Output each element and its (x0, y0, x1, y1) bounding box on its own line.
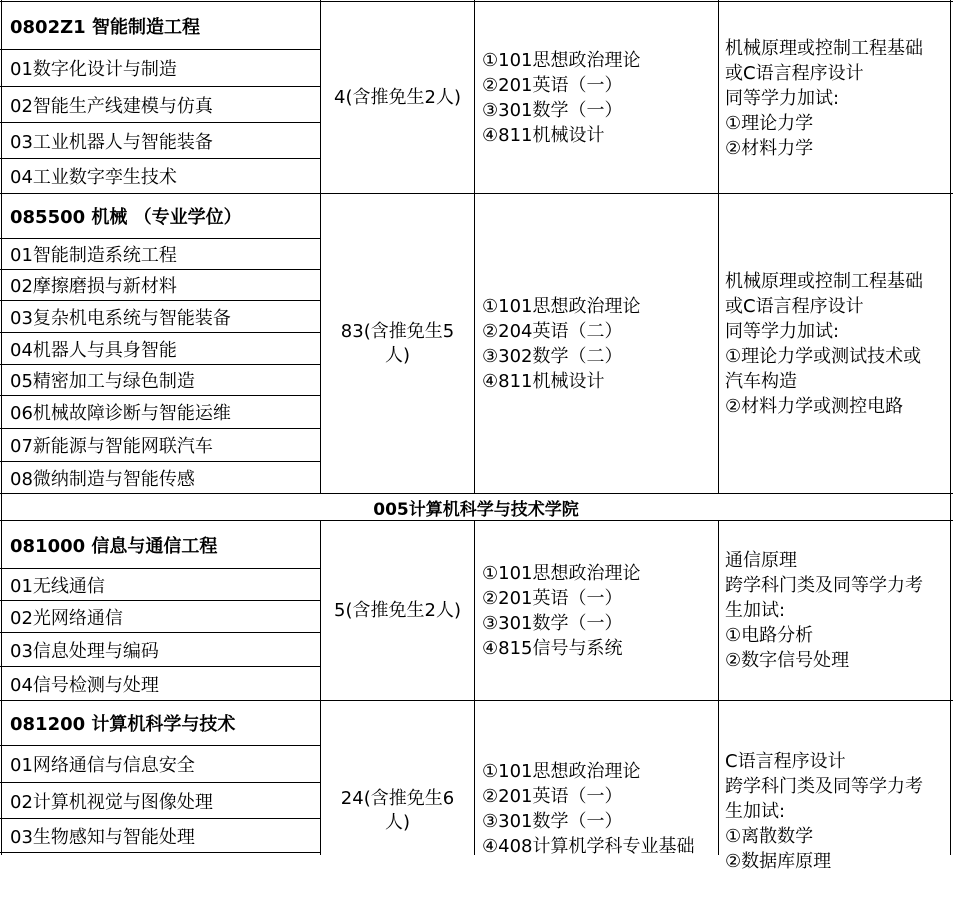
exam-subject: ②201英语（一） (482, 786, 623, 807)
retest-notes (719, 521, 950, 700)
exam-subject: ③301数学（一） (482, 100, 623, 121)
exam-subject: ②201英语（一） (482, 587, 623, 609)
direction-item: 03复杂机电系统与智能装备 (10, 307, 231, 329)
exam-subject: ④815信号与系统 (482, 637, 623, 659)
retest-line: ①理论力学 (725, 113, 814, 134)
exam-subject: ④811机械设计 (482, 370, 605, 392)
enrollment-count: 4(含推免生2人) (334, 86, 461, 108)
retest-line: 同等学力加试: (725, 88, 840, 109)
retest-line: C语言程序设计 (725, 751, 846, 772)
exam-subject: ③302数学（二） (482, 345, 623, 367)
table-border (950, 0, 951, 855)
direction-item: 01无线通信 (10, 575, 105, 597)
direction-item: 01智能制造系统工程 (10, 245, 177, 266)
exam-subject: ②201英语（一） (482, 75, 623, 96)
direction-item: 05精密加工与绿色制造 (10, 371, 195, 392)
direction-item: 04机器人与具身智能 (10, 339, 177, 361)
exam-subjects (475, 2, 718, 193)
direction-item: 03生物感知与智能处理 (10, 826, 195, 848)
retest-line: ①理论力学或测试技术或 (725, 345, 922, 367)
exam-subject: ①101思想政治理论 (482, 50, 641, 71)
direction-item: 02光网络通信 (10, 607, 123, 629)
major-title: 081000 信息与通信工程 (10, 535, 218, 557)
retest-notes (719, 701, 950, 921)
enrollment-count: 5(含推免生2人) (334, 599, 461, 621)
retest-notes (719, 194, 950, 493)
retest-line: 通信原理 (725, 550, 797, 571)
retest-line: 跨学科门类及同等学力考 (725, 575, 923, 596)
retest-line: 或C语言程序设计 (725, 295, 864, 317)
direction-item: 02计算机视觉与图像处理 (10, 791, 213, 813)
major-title: 0802Z1 智能制造工程 (10, 16, 200, 38)
retest-line: ②数字信号处理 (725, 650, 850, 671)
retest-line: ②材料力学 (725, 138, 814, 159)
exam-subject: ①101思想政治理论 (482, 761, 641, 782)
exam-subjects (475, 194, 718, 493)
retest-line: 生加试: (725, 600, 786, 621)
exam-subject: ①101思想政治理论 (482, 562, 641, 584)
direction-item: 08微纳制造与智能传感 (10, 468, 195, 490)
enrollment-count: 24(含推免生6 人) (340, 788, 455, 833)
retest-line: 汽车构造 (725, 370, 797, 392)
retest-line: 跨学科门类及同等学力考 (725, 776, 923, 797)
exam-subject: ③301数学（一） (482, 612, 623, 634)
exam-subjects (475, 521, 718, 700)
direction-item: 01网络通信与信息安全 (10, 755, 195, 776)
retest-line: 或C语言程序设计 (725, 63, 864, 84)
exam-subject: ①101思想政治理论 (482, 295, 641, 317)
direction-item: 06机械故障诊断与智能运维 (10, 403, 231, 424)
direction-item: 02摩擦磨损与新材料 (10, 276, 177, 297)
table-border (0, 852, 320, 853)
enrollment-count: 83(含推免生5 人) (340, 320, 455, 366)
retest-line: ②数据库原理 (725, 851, 832, 872)
major-title: 081200 计算机科学与技术 (10, 714, 236, 735)
retest-line: 机械原理或控制工程基础 (725, 38, 923, 59)
exam-subject: ④408计算机学科专业基础 (482, 836, 695, 857)
major-title: 085500 机械 （专业学位） (10, 207, 242, 228)
retest-line: 生加试: (725, 801, 786, 822)
retest-line: 机械原理或控制工程基础 (725, 270, 923, 292)
retest-line: ①离散数学 (725, 826, 814, 847)
exam-subject: ④811机械设计 (482, 125, 605, 146)
direction-item: 03信息处理与编码 (10, 640, 159, 662)
retest-line: ①电路分析 (725, 625, 814, 646)
retest-notes (719, 2, 950, 193)
exam-subject: ②204英语（二） (482, 320, 623, 342)
retest-line: ②材料力学或测控电路 (725, 395, 904, 417)
retest-line: 同等学力加试: (725, 320, 840, 342)
direction-item: 02智能生产线建模与仿真 (10, 95, 213, 117)
direction-item: 04工业数字孪生技术 (10, 167, 177, 188)
direction-item: 07新能源与智能网联汽车 (10, 436, 213, 457)
exam-subject: ③301数学（一） (482, 811, 623, 832)
direction-item: 04信号检测与处理 (10, 674, 159, 696)
college-header: 005计算机科学与技术学院 (373, 499, 579, 520)
direction-item: 01数字化设计与制造 (10, 59, 177, 80)
direction-item: 03工业机器人与智能装备 (10, 131, 213, 153)
exam-subjects (475, 701, 718, 921)
